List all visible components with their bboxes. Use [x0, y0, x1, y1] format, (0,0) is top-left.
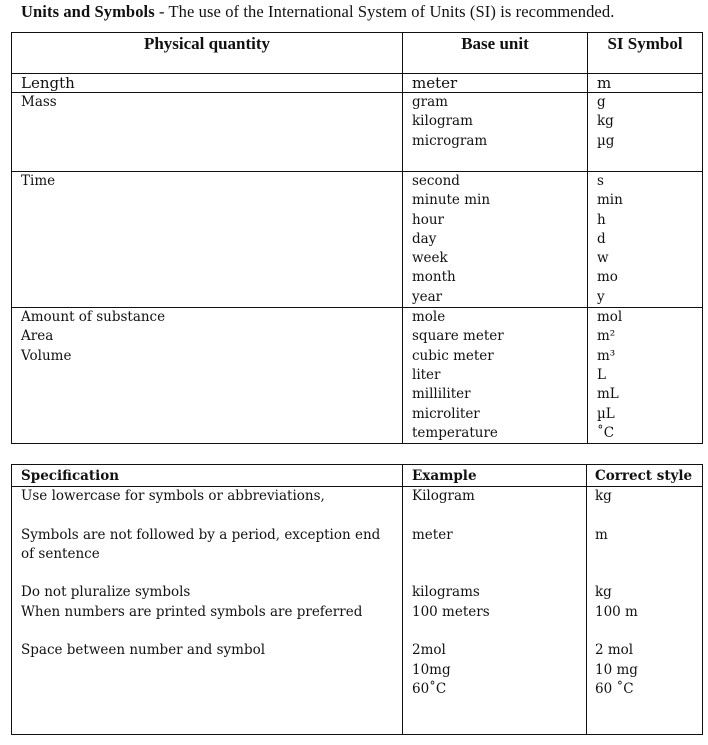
- unit-gram: gram: [412, 94, 448, 110]
- spec-no-period: Symbols are not followed by a period, exception end of sentence: [21, 526, 381, 562]
- quantity-cell: [12, 93, 403, 172]
- unit-milliliter: milliliter: [412, 386, 471, 403]
- quantity-volume: Volume: [21, 347, 72, 364]
- correct-kg: kg: [595, 488, 612, 504]
- unit-year: year: [412, 288, 443, 305]
- symbol-mL: mL: [597, 386, 619, 403]
- symbol-mo: mo: [597, 269, 618, 286]
- table-row-substance-area-volume: [12, 308, 703, 444]
- unit-meter: meter: [412, 74, 458, 92]
- symbol-mol: mol: [597, 309, 623, 326]
- header-example: Example: [403, 465, 587, 487]
- header-specification: Specification: [12, 465, 403, 487]
- quantity-cell: [12, 172, 403, 308]
- style-table-header: [12, 465, 703, 487]
- symbol-m: m: [597, 74, 612, 92]
- symbol-celsius: ˚C: [597, 424, 615, 441]
- symbol-cell: [588, 308, 703, 444]
- symbol-L: L: [597, 366, 606, 383]
- unit-microgram: microgram: [412, 132, 488, 149]
- unit-kilogram: kilogram: [412, 113, 473, 130]
- symbol-uL: µL: [597, 405, 615, 422]
- example-meter: meter: [412, 526, 453, 543]
- units-table: [11, 32, 703, 444]
- unit-mole: mole: [412, 309, 446, 326]
- quantity-length: Length: [21, 74, 75, 92]
- style-table: [11, 464, 703, 735]
- title-bold: Units and Symbols: [21, 2, 155, 21]
- example-10mg: 10mg: [412, 661, 451, 678]
- table-row-mass: [12, 93, 703, 172]
- symbol-m3: m³: [597, 347, 616, 364]
- unit-cell: [403, 308, 588, 444]
- header-si-symbol: SI Symbol: [588, 33, 703, 74]
- quantity-cell: [12, 308, 403, 444]
- symbol-cell: [588, 74, 703, 93]
- spec-no-plural: Do not pluralize symbols: [21, 584, 191, 601]
- example-kilogram: Kilogram: [412, 488, 475, 504]
- symbol-d: d: [597, 230, 606, 247]
- unit-week: week: [412, 250, 448, 267]
- unit-microliter: microliter: [412, 405, 480, 422]
- quantity-mass: Mass: [21, 94, 57, 110]
- table-row-time: [12, 172, 703, 308]
- example-cell: [403, 487, 587, 735]
- symbol-m2: m²: [597, 328, 616, 345]
- unit-minute: minute min: [412, 192, 491, 209]
- correct-style-cell: [587, 487, 703, 735]
- table-row-length: [12, 74, 703, 93]
- spec-space: Space between number and symbol: [21, 642, 266, 659]
- symbol-g: g: [597, 94, 606, 110]
- quantity-area: Area: [21, 328, 54, 345]
- unit-temperature: temperature: [412, 424, 498, 441]
- example-kilograms: kilograms: [412, 584, 480, 601]
- quantity-amount-of-substance: Amount of substance: [21, 309, 166, 326]
- example-2mol: 2mol: [412, 642, 446, 659]
- specification-cell: [12, 487, 403, 735]
- header-physical-quantity: Physical quantity: [12, 33, 403, 74]
- symbol-kg: kg: [597, 113, 614, 130]
- correct-kg-plural: kg: [595, 584, 612, 601]
- unit-cell: [403, 172, 588, 308]
- symbol-s: s: [597, 173, 604, 189]
- unit-liter: liter: [412, 366, 441, 383]
- spec-numbers-symbols: When numbers are printed symbols are preferred: [21, 603, 363, 620]
- unit-hour: hour: [412, 211, 444, 228]
- correct-60-c: 60 ˚C: [595, 680, 634, 697]
- correct-m: m: [595, 526, 608, 543]
- unit-cell: [403, 74, 588, 93]
- unit-month: month: [412, 269, 456, 286]
- correct-100-m: 100 m: [595, 603, 638, 620]
- quantity-time: Time: [21, 173, 56, 189]
- unit-cubic-meter: cubic meter: [412, 347, 494, 364]
- symbol-cell: [588, 172, 703, 308]
- header-base-unit: Base unit: [403, 33, 588, 74]
- example-60c: 60˚C: [412, 680, 447, 697]
- correct-2-mol: 2 mol: [595, 642, 634, 659]
- unit-day: day: [412, 230, 437, 247]
- quantity-cell: [12, 74, 403, 93]
- symbol-min: min: [597, 192, 623, 209]
- symbol-cell: [588, 93, 703, 172]
- symbol-h: h: [597, 211, 606, 228]
- symbol-y: y: [597, 288, 605, 305]
- table-row-rules: [12, 487, 703, 735]
- symbol-ug: µg: [597, 132, 615, 149]
- unit-second: second: [412, 173, 460, 189]
- spec-lowercase: Use lowercase for symbols or abbreviations,: [21, 488, 325, 504]
- title-rest: - The use of the International System of Units (SI) is recommended.: [154, 2, 615, 21]
- units-table-header: [12, 33, 703, 74]
- unit-cell: [403, 93, 588, 172]
- example-100-meters: 100 meters: [412, 603, 490, 620]
- page-title: [21, 2, 614, 22]
- header-correct-style: Correct style: [587, 465, 703, 487]
- correct-10-mg: 10 mg: [595, 661, 638, 678]
- unit-square-meter: square meter: [412, 328, 504, 345]
- symbol-w: w: [597, 250, 609, 267]
